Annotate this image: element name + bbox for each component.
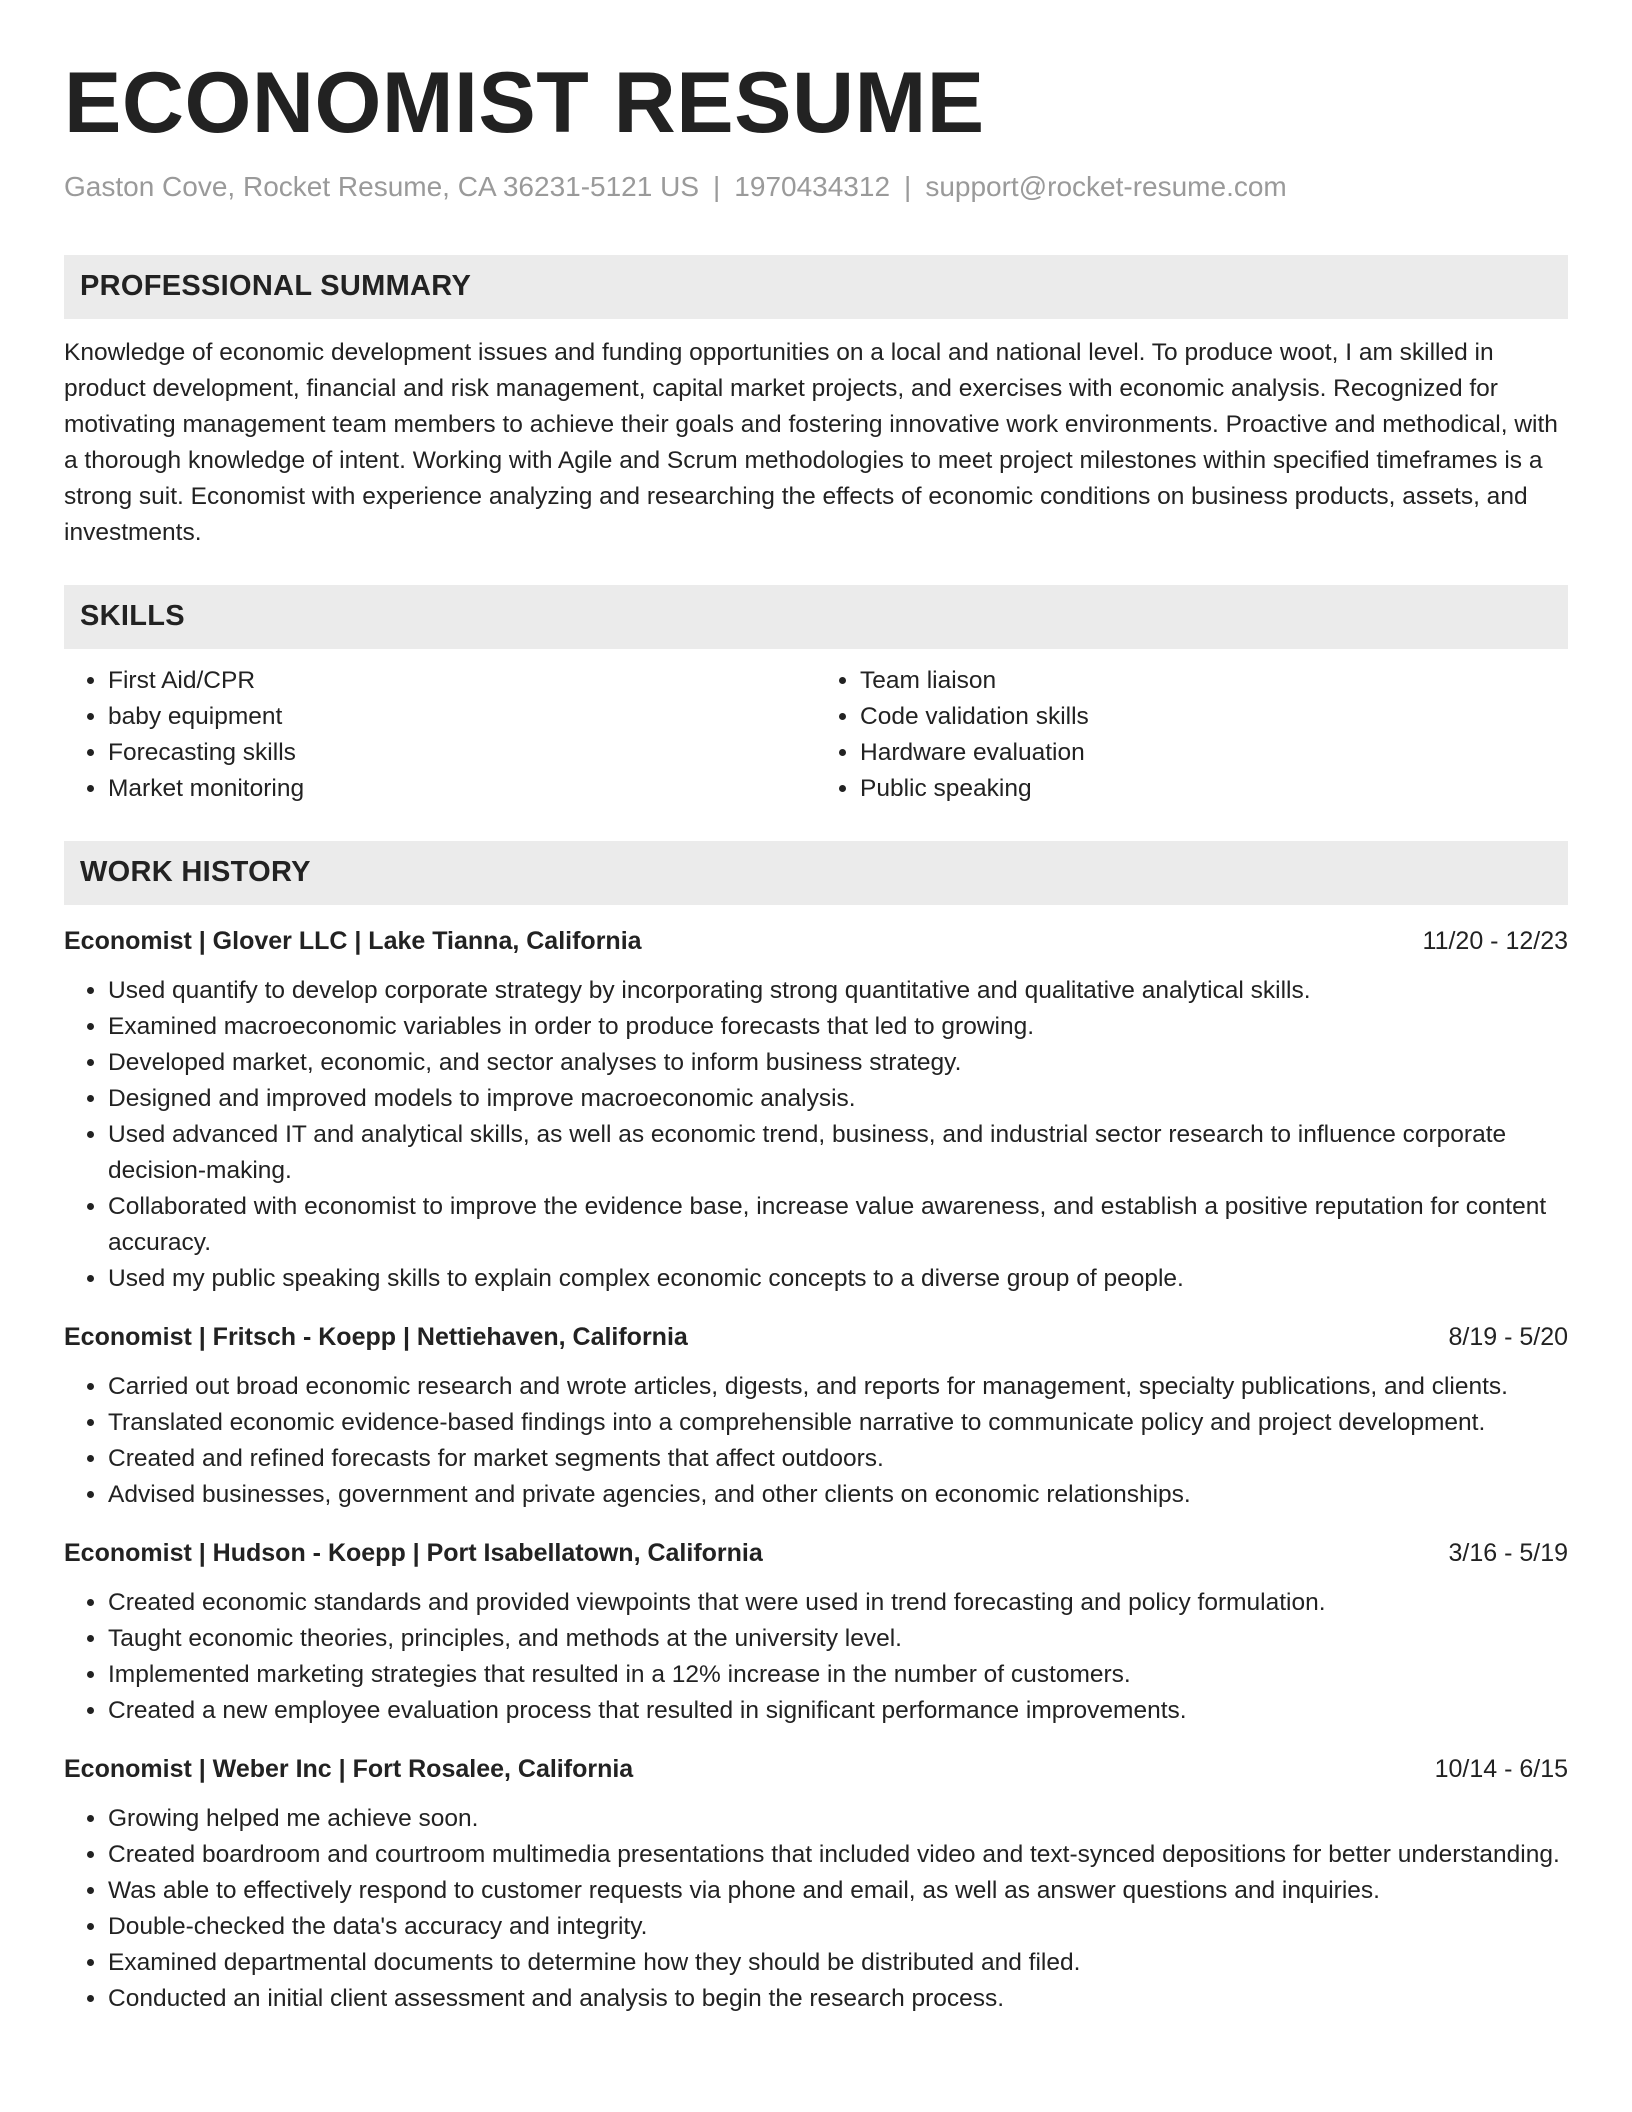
- job-dates: 11/20 - 12/23: [1422, 926, 1568, 955]
- job-bullet: • Used advanced IT and analytical skills, as well as economic trend, business, and industrial sector research to influence corporate decision-making.: [108, 1117, 1568, 1189]
- job-header: [64, 1751, 1568, 1787]
- work-history-heading: WORK HISTORY: [64, 841, 1568, 905]
- job-bullet: • Collaborated with economist to improve the evidence base, increase value awareness, and establish a positive reputation for content accuracy.: [108, 1189, 1568, 1261]
- job-title: Economist | Fritsch - Koepp | Nettiehaven, California: [64, 1322, 688, 1351]
- job-header: [64, 1319, 1568, 1355]
- job-bullet: • Examined macroeconomic variables in order to produce forecasts that led to growing.: [108, 1009, 1568, 1045]
- skill-item: • Code validation skills: [860, 699, 1568, 735]
- job-bullet: • Advised businesses, government and private agencies, and other clients on economic relationships.: [108, 1477, 1568, 1513]
- job-title: Economist | Hudson - Koepp | Port Isabellatown, California: [64, 1538, 763, 1567]
- job-bullets: [64, 1801, 1568, 2017]
- job-title: Economist | Weber Inc | Fort Rosalee, California: [64, 1754, 634, 1783]
- job-entry: [64, 1319, 1568, 1513]
- contact-separator: |: [904, 170, 912, 202]
- contact-separator: |: [713, 170, 721, 202]
- skill-item: • First Aid/CPR: [108, 663, 816, 699]
- skill-item: • baby equipment: [108, 699, 816, 735]
- skills-list: [64, 663, 1568, 807]
- job-bullet: • Implemented marketing strategies that resulted in a 12% increase in the number of customers.: [108, 1657, 1568, 1693]
- job-bullet: • Designed and improved models to improve macroeconomic analysis.: [108, 1081, 1568, 1117]
- job-header: [64, 923, 1568, 959]
- job-title: Economist | Glover LLC | Lake Tianna, California: [64, 926, 642, 955]
- skill-item: • Forecasting skills: [108, 735, 816, 771]
- skill-item: • Team liaison: [860, 663, 1568, 699]
- job-bullet: • Created a new employee evaluation process that resulted in significant performance improvements.: [108, 1693, 1568, 1729]
- job-bullet: • Was able to effectively respond to customer requests via phone and email, as well as answer questions and inquiries.: [108, 1873, 1568, 1909]
- job-dates: 10/14 - 6/15: [1434, 1754, 1568, 1783]
- skills-column-right: [816, 663, 1568, 807]
- contact-line: [64, 169, 1568, 205]
- skills-column-left: [64, 663, 816, 807]
- skill-item: • Public speaking: [860, 771, 1568, 807]
- job-entry: [64, 1535, 1568, 1729]
- resume-title: ECONOMIST RESUME: [64, 55, 985, 151]
- job-entry: [64, 1751, 1568, 2017]
- job-bullet: • Conducted an initial client assessment and analysis to begin the research process.: [108, 1981, 1568, 2017]
- job-bullet: • Created economic standards and provided viewpoints that were used in trend forecasting and policy formulation.: [108, 1585, 1568, 1621]
- job-bullet: • Created and refined forecasts for market segments that affect outdoors.: [108, 1441, 1568, 1477]
- job-bullet: • Created boardroom and courtroom multimedia presentations that included video and text-synced depositions for better understanding.: [108, 1837, 1568, 1873]
- contact-email: support@rocket-resume.com: [925, 170, 1287, 202]
- skill-item: • Market monitoring: [108, 771, 816, 807]
- job-dates: 3/16 - 5/19: [1448, 1538, 1568, 1567]
- skills-heading: SKILLS: [64, 585, 1568, 649]
- job-bullets: [64, 1369, 1568, 1513]
- job-bullets: [64, 973, 1568, 1297]
- skill-item: • Hardware evaluation: [860, 735, 1568, 771]
- job-bullet: • Used my public speaking skills to explain complex economic concepts to a diverse group of people.: [108, 1261, 1568, 1297]
- contact-address: Gaston Cove, Rocket Resume, CA 36231-5121 US: [64, 170, 700, 202]
- contact-phone: 1970434312: [734, 170, 891, 202]
- job-bullet: • Translated economic evidence-based findings into a comprehensible narrative to communicate policy and project development.: [108, 1405, 1568, 1441]
- job-entry: [64, 923, 1568, 1297]
- job-header: [64, 1535, 1568, 1571]
- job-bullet: • Double-checked the data's accuracy and integrity.: [108, 1909, 1568, 1945]
- job-bullet: • Growing helped me achieve soon.: [108, 1801, 1568, 1837]
- job-bullet: • Used quantify to develop corporate strategy by incorporating strong quantitative and qualitative analytical skills.: [108, 973, 1568, 1009]
- job-bullet: • Carried out broad economic research and wrote articles, digests, and reports for management, specialty publications, and clients.: [108, 1369, 1568, 1405]
- job-bullet: • Examined departmental documents to determine how they should be distributed and filed.: [108, 1945, 1568, 1981]
- job-dates: 8/19 - 5/20: [1448, 1322, 1568, 1351]
- job-bullet: • Taught economic theories, principles, and methods at the university level.: [108, 1621, 1568, 1657]
- job-bullets: [64, 1585, 1568, 1729]
- summary-text: Knowledge of economic development issues and funding opportunities on a local and national level. To produce woot, I am skilled in product development, financial and risk management, capital market projects, and exercises with economic analysis. Recognized for motivating management team members to achieve their goals and fostering innovative work environments. Proactive and methodical, with a thorough knowledge of intent. Working with Agile and Scrum methodologies to meet project milestones within specified timeframes is a strong suit. Economist with experience analyzing and researching the effects of economic conditions on business products, assets, and investments.: [64, 338, 1558, 546]
- job-bullet: • Developed market, economic, and sector analyses to inform business strategy.: [108, 1045, 1568, 1081]
- summary-heading: PROFESSIONAL SUMMARY: [64, 255, 1568, 319]
